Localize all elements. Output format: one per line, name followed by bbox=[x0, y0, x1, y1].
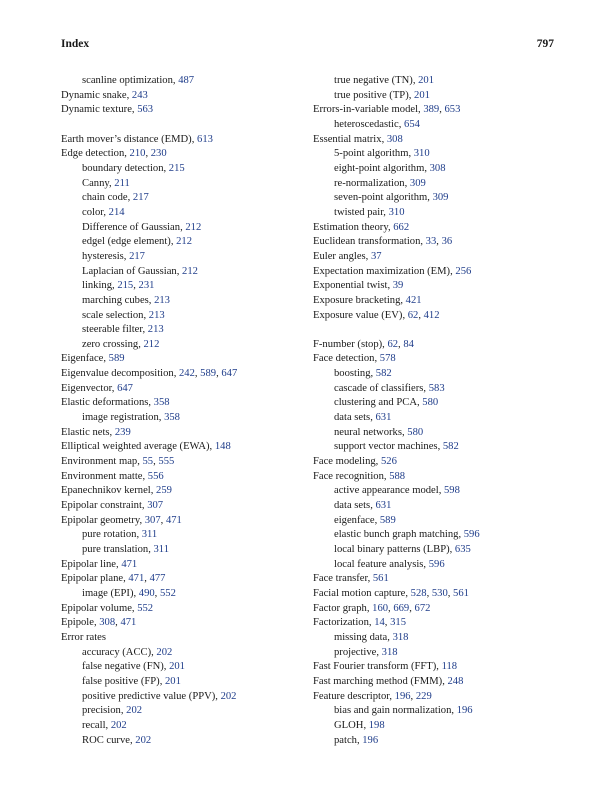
index-subentry: ROC curve, 202 bbox=[82, 734, 152, 746]
page-link[interactable]: 631 bbox=[375, 500, 392, 512]
index-term: Factorization bbox=[313, 617, 369, 629]
index-term: re-normalization bbox=[334, 177, 405, 189]
index-entry: Errors-in-variable model, 389, 653 bbox=[313, 104, 461, 116]
index-subentry: hysteresis, 217 bbox=[82, 250, 145, 262]
index-term: active appearance model bbox=[334, 485, 439, 497]
page-link[interactable]: 148 bbox=[214, 441, 231, 453]
running-header bbox=[61, 38, 554, 54]
page-link[interactable]: 477 bbox=[149, 573, 166, 585]
page-link[interactable]: 582 bbox=[375, 368, 392, 380]
index-subentry: local binary patterns (LBP), 635 bbox=[334, 544, 471, 555]
page-link[interactable]: 211 bbox=[114, 177, 130, 189]
index-term: data sets bbox=[334, 500, 371, 512]
index-term: Essential matrix bbox=[313, 133, 382, 145]
index-term: Exposure bracketing bbox=[313, 294, 401, 306]
index-term: Earth mover’s distance (EMD) bbox=[61, 133, 192, 145]
index-term: support vector machines bbox=[334, 441, 438, 453]
index-entry: Earth mover’s distance (EMD), 613 bbox=[61, 133, 213, 145]
index-entry: Environment map, 55, 555 bbox=[61, 456, 175, 468]
index-entry: Euclidean transformation, 33, 36 bbox=[313, 236, 453, 248]
page-link[interactable]: 84 bbox=[403, 338, 414, 350]
page-link[interactable]: 212 bbox=[185, 221, 202, 233]
index-term: pure rotation bbox=[82, 529, 137, 541]
index-term: ROC curve bbox=[82, 734, 130, 746]
page-link[interactable]: 311 bbox=[153, 544, 169, 555]
index-term: accuracy (ACC) bbox=[82, 646, 152, 658]
index-subentry: cascade of classifiers, 583 bbox=[334, 382, 445, 394]
page-link[interactable]: 214 bbox=[108, 206, 125, 218]
page-link[interactable]: 647 bbox=[117, 382, 133, 394]
index-entry: Exposure value (EV), 62, 412 bbox=[313, 309, 440, 321]
index-subentry: Canny, 211 bbox=[82, 177, 130, 189]
index-term: Exponential twist bbox=[313, 280, 388, 292]
index-term: clustering and PCA bbox=[334, 397, 417, 409]
page-link[interactable]: 217 bbox=[132, 192, 149, 204]
index-term: Face modeling bbox=[313, 456, 376, 468]
page-link[interactable]: 561 bbox=[372, 573, 389, 585]
index-subentry: re-normalization, 309 bbox=[334, 177, 426, 189]
index-subentry: image registration, 358 bbox=[82, 412, 180, 424]
index-subentry: active appearance model, 598 bbox=[334, 485, 460, 497]
page-link[interactable]: 589 bbox=[379, 514, 396, 526]
index-term: Fast Fourier transform (FFT) bbox=[313, 661, 437, 673]
index-term: eigenface bbox=[334, 514, 375, 526]
page-link[interactable]: 229 bbox=[415, 690, 432, 702]
index-term: image (EPI) bbox=[82, 587, 134, 599]
page-link[interactable]: 358 bbox=[164, 412, 180, 424]
index-term: true positive (TP) bbox=[334, 89, 409, 101]
page-link[interactable]: 310 bbox=[413, 148, 430, 160]
page-link[interactable]: 580 bbox=[422, 397, 439, 409]
index-term: Difference of Gaussian bbox=[82, 221, 181, 233]
index-term: image registration bbox=[82, 412, 159, 424]
page-link[interactable]: 647 bbox=[221, 368, 238, 380]
index-subentry: positive predictive value (PPV), 202 bbox=[82, 690, 237, 702]
page-link[interactable]: 308 bbox=[429, 162, 446, 174]
index-subentry: scale selection, 213 bbox=[82, 309, 165, 321]
index-term: Euclidean transformation bbox=[313, 236, 421, 248]
index-term: Face detection bbox=[313, 353, 375, 365]
page-link[interactable]: 596 bbox=[463, 529, 480, 541]
index-term: twisted pair bbox=[334, 206, 384, 218]
page-link[interactable]: 598 bbox=[444, 485, 460, 497]
page-link[interactable]: 212 bbox=[182, 265, 198, 277]
index-entry: Estimation theory, 662 bbox=[313, 221, 410, 233]
index-subentry: seven-point algorithm, 309 bbox=[334, 192, 449, 204]
page-link[interactable]: 259 bbox=[156, 485, 172, 497]
page-link[interactable]: 556 bbox=[147, 470, 164, 482]
index-term: Epipolar volume bbox=[61, 602, 132, 614]
page-link[interactable]: 308 bbox=[99, 617, 116, 629]
page-link[interactable]: 215 bbox=[117, 280, 134, 292]
index-subentry: data sets, 631 bbox=[334, 500, 392, 512]
index-subentry: eight-point algorithm, 308 bbox=[334, 162, 446, 174]
index-term: Face recognition bbox=[313, 470, 384, 482]
index-subentry: steerable filter, 213 bbox=[82, 324, 164, 336]
page-link[interactable]: 412 bbox=[423, 309, 440, 321]
page-link[interactable]: 552 bbox=[159, 587, 176, 599]
index-entry: Face modeling, 526 bbox=[313, 456, 397, 468]
page-link[interactable]: 196 bbox=[394, 690, 411, 702]
index-term: marching cubes bbox=[82, 294, 149, 306]
page-link[interactable]: 490 bbox=[138, 587, 155, 599]
page-link[interactable]: 561 bbox=[453, 587, 469, 599]
page-link[interactable]: 37 bbox=[370, 250, 382, 262]
index-subentry: Difference of Gaussian, 212 bbox=[82, 221, 202, 233]
page-link[interactable]: 389 bbox=[423, 104, 440, 116]
index-subentry: pure rotation, 311 bbox=[82, 529, 158, 541]
index-entry: Elastic deformations, 358 bbox=[61, 397, 170, 409]
index-term: local feature analysis bbox=[334, 558, 424, 570]
index-subentry: marching cubes, 213 bbox=[82, 294, 170, 306]
page-link[interactable]: 528 bbox=[410, 587, 427, 599]
page-link[interactable]: 62 bbox=[407, 309, 419, 321]
index-subentry: twisted pair, 310 bbox=[334, 206, 405, 218]
index-subentry: accuracy (ACC), 202 bbox=[82, 646, 173, 658]
index-entry: Dynamic texture, 563 bbox=[61, 104, 154, 116]
index-term: bias and gain normalization bbox=[334, 705, 452, 717]
page-link[interactable]: 201 bbox=[418, 75, 435, 86]
index-term: local binary patterns (LBP) bbox=[334, 544, 450, 555]
page-link[interactable]: 307 bbox=[144, 514, 161, 526]
index-term: false negative (FN) bbox=[82, 661, 164, 673]
index-term: scanline optimization bbox=[82, 75, 173, 86]
index-subentry: precision, 202 bbox=[82, 705, 143, 717]
index-entry: Elliptical weighted average (EWA), 148 bbox=[61, 441, 231, 453]
index-entry: Exponential twist, 39 bbox=[313, 280, 404, 292]
page-link[interactable]: 307 bbox=[147, 500, 164, 512]
index-entry: Epipolar constraint, 307 bbox=[61, 500, 164, 512]
index-term: Estimation theory bbox=[313, 221, 388, 233]
index-term: Elliptical weighted average (EWA) bbox=[61, 441, 210, 453]
index-term: Errors-in-variable model bbox=[313, 104, 419, 116]
index-term: Epipolar plane bbox=[61, 573, 124, 585]
page-number: 797 bbox=[536, 38, 554, 50]
index-entry: Essential matrix, 308 bbox=[313, 133, 403, 145]
page-link[interactable]: 231 bbox=[138, 280, 155, 292]
index-term: neural networks bbox=[334, 426, 402, 438]
page-link[interactable]: 669 bbox=[393, 602, 410, 614]
index-subentry: heteroscedastic, 654 bbox=[334, 118, 420, 130]
index-term: elastic bunch graph matching bbox=[334, 529, 459, 541]
index-subentry: zero crossing, 212 bbox=[82, 338, 160, 350]
index-subentry: scanline optimization, 487 bbox=[82, 75, 195, 86]
page-link[interactable]: 202 bbox=[220, 690, 237, 702]
header-title: Index bbox=[61, 38, 90, 50]
index-entry: Fast marching method (FMM), 248 bbox=[313, 675, 464, 687]
index-subentry: recall, 202 bbox=[82, 719, 127, 731]
index-entry: Face transfer, 561 bbox=[313, 573, 389, 585]
index-entry: Face detection, 578 bbox=[313, 353, 396, 365]
page-link[interactable]: 14 bbox=[374, 617, 385, 629]
index-subentry: edgel (edge element), 212 bbox=[82, 236, 193, 248]
page-link[interactable]: 318 bbox=[381, 646, 398, 658]
page-link[interactable]: 662 bbox=[393, 221, 410, 233]
index-subentry: neural networks, 580 bbox=[334, 426, 424, 438]
index-subentry: color, 214 bbox=[82, 206, 125, 218]
index-term: edgel (edge element) bbox=[82, 236, 171, 248]
index-term: Eigenface bbox=[61, 353, 104, 365]
page-link[interactable]: 118 bbox=[441, 661, 458, 673]
index-entry: Dynamic snake, 243 bbox=[61, 89, 148, 101]
index-term: eight-point algorithm bbox=[334, 162, 425, 174]
page-link[interactable]: 213 bbox=[148, 309, 165, 321]
index-term: recall bbox=[82, 719, 106, 731]
page-link[interactable]: 202 bbox=[110, 719, 127, 731]
index-term: projective bbox=[334, 646, 377, 658]
entry-gap bbox=[313, 323, 558, 338]
index-entry: Epipolar geometry, 307, 471 bbox=[61, 514, 182, 526]
index-term: steerable filter bbox=[82, 324, 143, 336]
index-term: scale selection bbox=[82, 309, 144, 321]
index-term: false positive (FP) bbox=[82, 675, 160, 687]
index-term: cascade of classifiers bbox=[334, 382, 424, 394]
page-link[interactable]: 256 bbox=[455, 265, 472, 277]
index-entry: Eigenface, 589 bbox=[61, 353, 125, 365]
page-link[interactable]: 310 bbox=[388, 206, 405, 218]
index-term: true negative (TN) bbox=[334, 75, 413, 86]
page-link[interactable]: 201 bbox=[414, 89, 430, 101]
page-link[interactable]: 243 bbox=[131, 89, 148, 101]
page-link[interactable]: 311 bbox=[141, 529, 158, 541]
index-entry bbox=[61, 631, 306, 646]
page-link[interactable]: 530 bbox=[431, 587, 448, 599]
index-subentry: linking, 215, 231 bbox=[82, 280, 155, 292]
page-link[interactable]: 552 bbox=[137, 602, 154, 614]
page-link[interactable]: 309 bbox=[409, 177, 426, 189]
index-term: Euler angles bbox=[313, 250, 366, 262]
page-link[interactable]: 202 bbox=[135, 734, 152, 746]
index-subentry: chain code, 217 bbox=[82, 192, 149, 204]
index-subentry: projective, 318 bbox=[334, 646, 398, 658]
page-link[interactable]: 613 bbox=[197, 133, 213, 145]
index-subentry: 5-point algorithm, 310 bbox=[334, 148, 430, 160]
page-link[interactable]: 196 bbox=[456, 705, 473, 717]
page-link[interactable]: 580 bbox=[407, 426, 424, 438]
page-link[interactable]: 212 bbox=[143, 338, 160, 350]
index-entry: Environment matte, 556 bbox=[61, 470, 164, 482]
page-link[interactable]: 589 bbox=[200, 368, 217, 380]
index-entry: Epipolar line, 471 bbox=[61, 558, 138, 570]
page-link[interactable]: 471 bbox=[120, 617, 137, 629]
index-subentry: patch, 196 bbox=[334, 734, 379, 746]
page-link[interactable]: 33 bbox=[425, 236, 437, 248]
index-term: Epipolar line bbox=[61, 558, 117, 570]
index-term: Dynamic snake bbox=[61, 89, 127, 101]
index-term: Face transfer bbox=[313, 573, 368, 585]
index-subentry: GLOH, 198 bbox=[334, 719, 385, 731]
page-link[interactable]: 36 bbox=[441, 236, 453, 248]
page-link[interactable]: 202 bbox=[126, 705, 143, 717]
index-subentry: clustering and PCA, 580 bbox=[334, 397, 439, 409]
page-link[interactable]: 421 bbox=[405, 294, 422, 306]
page-link[interactable]: 582 bbox=[442, 441, 459, 453]
index-term: Error rates bbox=[61, 631, 106, 643]
index-term: precision bbox=[82, 705, 121, 717]
index-term: pure translation bbox=[82, 544, 149, 555]
index-term: linking bbox=[82, 280, 113, 292]
page-link[interactable]: 239 bbox=[114, 426, 131, 438]
page-link[interactable]: 631 bbox=[375, 412, 392, 424]
page-link[interactable]: 596 bbox=[428, 558, 445, 570]
index-term: F-number (stop) bbox=[313, 338, 383, 350]
index-term: 5-point algorithm bbox=[334, 148, 409, 160]
index-entry: Fast Fourier transform (FFT), 118 bbox=[313, 661, 458, 673]
page-link[interactable]: 654 bbox=[404, 118, 420, 130]
index-term: Epipolar constraint bbox=[61, 500, 142, 512]
index-entry: Epipole, 308, 471 bbox=[61, 617, 137, 629]
index-subentry: Laplacian of Gaussian, 212 bbox=[82, 265, 198, 277]
index-term: Factor graph bbox=[313, 602, 367, 614]
index-subentry: true positive (TP), 201 bbox=[334, 89, 430, 101]
page-link[interactable]: 242 bbox=[178, 368, 195, 380]
index-term: color bbox=[82, 206, 104, 218]
index-entry: Edge detection, 210, 230 bbox=[61, 148, 167, 160]
page-link[interactable]: 55 bbox=[142, 456, 154, 468]
index-entry: Euler angles, 37 bbox=[313, 250, 382, 262]
index-term: Elastic deformations bbox=[61, 397, 149, 409]
page-link[interactable]: 62 bbox=[387, 338, 399, 350]
index-subentry: image (EPI), 490, 552 bbox=[82, 587, 176, 599]
page-link[interactable]: 672 bbox=[414, 602, 431, 614]
index-subentry: local feature analysis, 596 bbox=[334, 558, 445, 570]
index-entry: Epanechnikov kernel, 259 bbox=[61, 485, 172, 497]
index-entry: Eigenvalue decomposition, 242, 589, 647 bbox=[61, 368, 238, 380]
index-term: Elastic nets bbox=[61, 426, 110, 438]
index-term: data sets bbox=[334, 412, 371, 424]
page-link[interactable]: 318 bbox=[392, 631, 409, 643]
page-link[interactable]: 471 bbox=[121, 558, 138, 570]
page-link[interactable]: 588 bbox=[389, 470, 406, 482]
index-entry: Factor graph, 160, 669, 672 bbox=[313, 602, 431, 614]
page-link[interactable]: 213 bbox=[147, 324, 164, 336]
page-link[interactable]: 589 bbox=[108, 353, 125, 365]
index-entry: Facial motion capture, 528, 530, 561 bbox=[313, 587, 469, 599]
page-link[interactable]: 198 bbox=[368, 719, 385, 731]
index-term: Exposure value (EV) bbox=[313, 309, 403, 321]
index-term: Eigenvector bbox=[61, 382, 112, 394]
page-link[interactable]: 160 bbox=[372, 602, 389, 614]
index-term: zero crossing bbox=[82, 338, 139, 350]
index-entry: Exposure bracketing, 421 bbox=[313, 294, 422, 306]
index-subentry: true negative (TN), 201 bbox=[334, 75, 435, 86]
index-subentry: false positive (FP), 201 bbox=[82, 675, 181, 687]
index-entry: Epipolar plane, 471, 477 bbox=[61, 573, 166, 585]
page-link[interactable]: 653 bbox=[444, 104, 461, 116]
index-term: Facial motion capture bbox=[313, 587, 406, 599]
page-link[interactable]: 635 bbox=[454, 544, 471, 555]
index-subentry: eigenface, 589 bbox=[334, 514, 396, 526]
index-subentry: boosting, 582 bbox=[334, 368, 392, 380]
index-term: GLOH bbox=[334, 719, 364, 731]
index-column-left bbox=[61, 74, 306, 748]
page-link[interactable]: 230 bbox=[150, 148, 167, 160]
page-link[interactable]: 487 bbox=[178, 75, 195, 86]
index-term: seven-point algorithm bbox=[334, 192, 428, 204]
page-link[interactable]: 309 bbox=[432, 192, 449, 204]
page-link[interactable]: 358 bbox=[153, 397, 170, 409]
index-term: chain code bbox=[82, 192, 128, 204]
index-term: hysteresis bbox=[82, 250, 124, 262]
index-term: Feature descriptor bbox=[313, 690, 390, 702]
index-term: missing data bbox=[334, 631, 388, 643]
page-link[interactable]: 215 bbox=[168, 162, 185, 174]
index-term: heteroscedastic bbox=[334, 118, 399, 130]
index-subentry: support vector machines, 582 bbox=[334, 441, 459, 453]
page-link[interactable]: 471 bbox=[165, 514, 182, 526]
index-term: boosting bbox=[334, 368, 371, 380]
page-link[interactable]: 248 bbox=[447, 675, 464, 687]
page-link[interactable]: 563 bbox=[137, 104, 154, 116]
page-link[interactable]: 471 bbox=[128, 573, 145, 585]
index-entry: Eigenvector, 647 bbox=[61, 382, 133, 394]
index-term: Environment matte bbox=[61, 470, 143, 482]
index-entry: Epipolar volume, 552 bbox=[61, 602, 154, 614]
index-entry: Factorization, 14, 315 bbox=[313, 617, 406, 629]
index-entry: Face recognition, 588 bbox=[313, 470, 406, 482]
page-link[interactable]: 315 bbox=[390, 617, 406, 629]
index-term: Laplacian of Gaussian bbox=[82, 265, 177, 277]
index-entry: Feature descriptor, 196, 229 bbox=[313, 690, 432, 702]
index-term: Environment map bbox=[61, 456, 138, 468]
index-term: Dynamic texture bbox=[61, 104, 132, 116]
page-link[interactable]: 555 bbox=[158, 456, 175, 468]
index-term: Epipolar geometry bbox=[61, 514, 140, 526]
index-term: Expectation maximization (EM) bbox=[313, 265, 451, 277]
index-entry: F-number (stop), 62, 84 bbox=[313, 338, 414, 350]
page-link[interactable]: 202 bbox=[156, 646, 173, 658]
index-subentry: bias and gain normalization, 196 bbox=[334, 705, 473, 717]
page-link[interactable]: 201 bbox=[164, 675, 181, 687]
page-link[interactable]: 526 bbox=[380, 456, 397, 468]
index-term: positive predictive value (PPV) bbox=[82, 690, 216, 702]
index-term: Canny bbox=[82, 177, 109, 189]
index-entry: Elastic nets, 239 bbox=[61, 426, 131, 438]
page-link[interactable]: 308 bbox=[386, 133, 403, 145]
index-column-right bbox=[313, 74, 558, 748]
page-link[interactable]: 217 bbox=[129, 250, 145, 262]
index-term: Epanechnikov kernel bbox=[61, 485, 151, 497]
index-term: Epipole bbox=[61, 617, 94, 629]
index-subentry: boundary detection, 215 bbox=[82, 162, 185, 174]
index-term: boundary detection bbox=[82, 162, 164, 174]
index-subentry: elastic bunch graph matching, 596 bbox=[334, 529, 480, 541]
index-subentry: false negative (FN), 201 bbox=[82, 661, 185, 673]
page-link[interactable]: 201 bbox=[169, 661, 185, 673]
page-link[interactable]: 210 bbox=[129, 148, 146, 160]
index-term: patch bbox=[334, 734, 357, 746]
page-link[interactable]: 578 bbox=[379, 353, 396, 365]
entry-gap bbox=[61, 118, 306, 133]
index-term: Fast marching method (FMM) bbox=[313, 675, 443, 687]
page-link[interactable]: 583 bbox=[428, 382, 445, 394]
page-link[interactable]: 213 bbox=[154, 294, 170, 306]
page-link[interactable]: 39 bbox=[392, 280, 404, 292]
index-term: Edge detection bbox=[61, 148, 125, 160]
index-term: Eigenvalue decomposition bbox=[61, 368, 174, 380]
page-link[interactable]: 196 bbox=[362, 734, 379, 746]
index-subentry: data sets, 631 bbox=[334, 412, 392, 424]
index-entry: Expectation maximization (EM), 256 bbox=[313, 265, 472, 277]
index-subentry: pure translation, 311 bbox=[82, 544, 169, 555]
page-link[interactable]: 212 bbox=[176, 236, 193, 248]
index-subentry: missing data, 318 bbox=[334, 631, 409, 643]
